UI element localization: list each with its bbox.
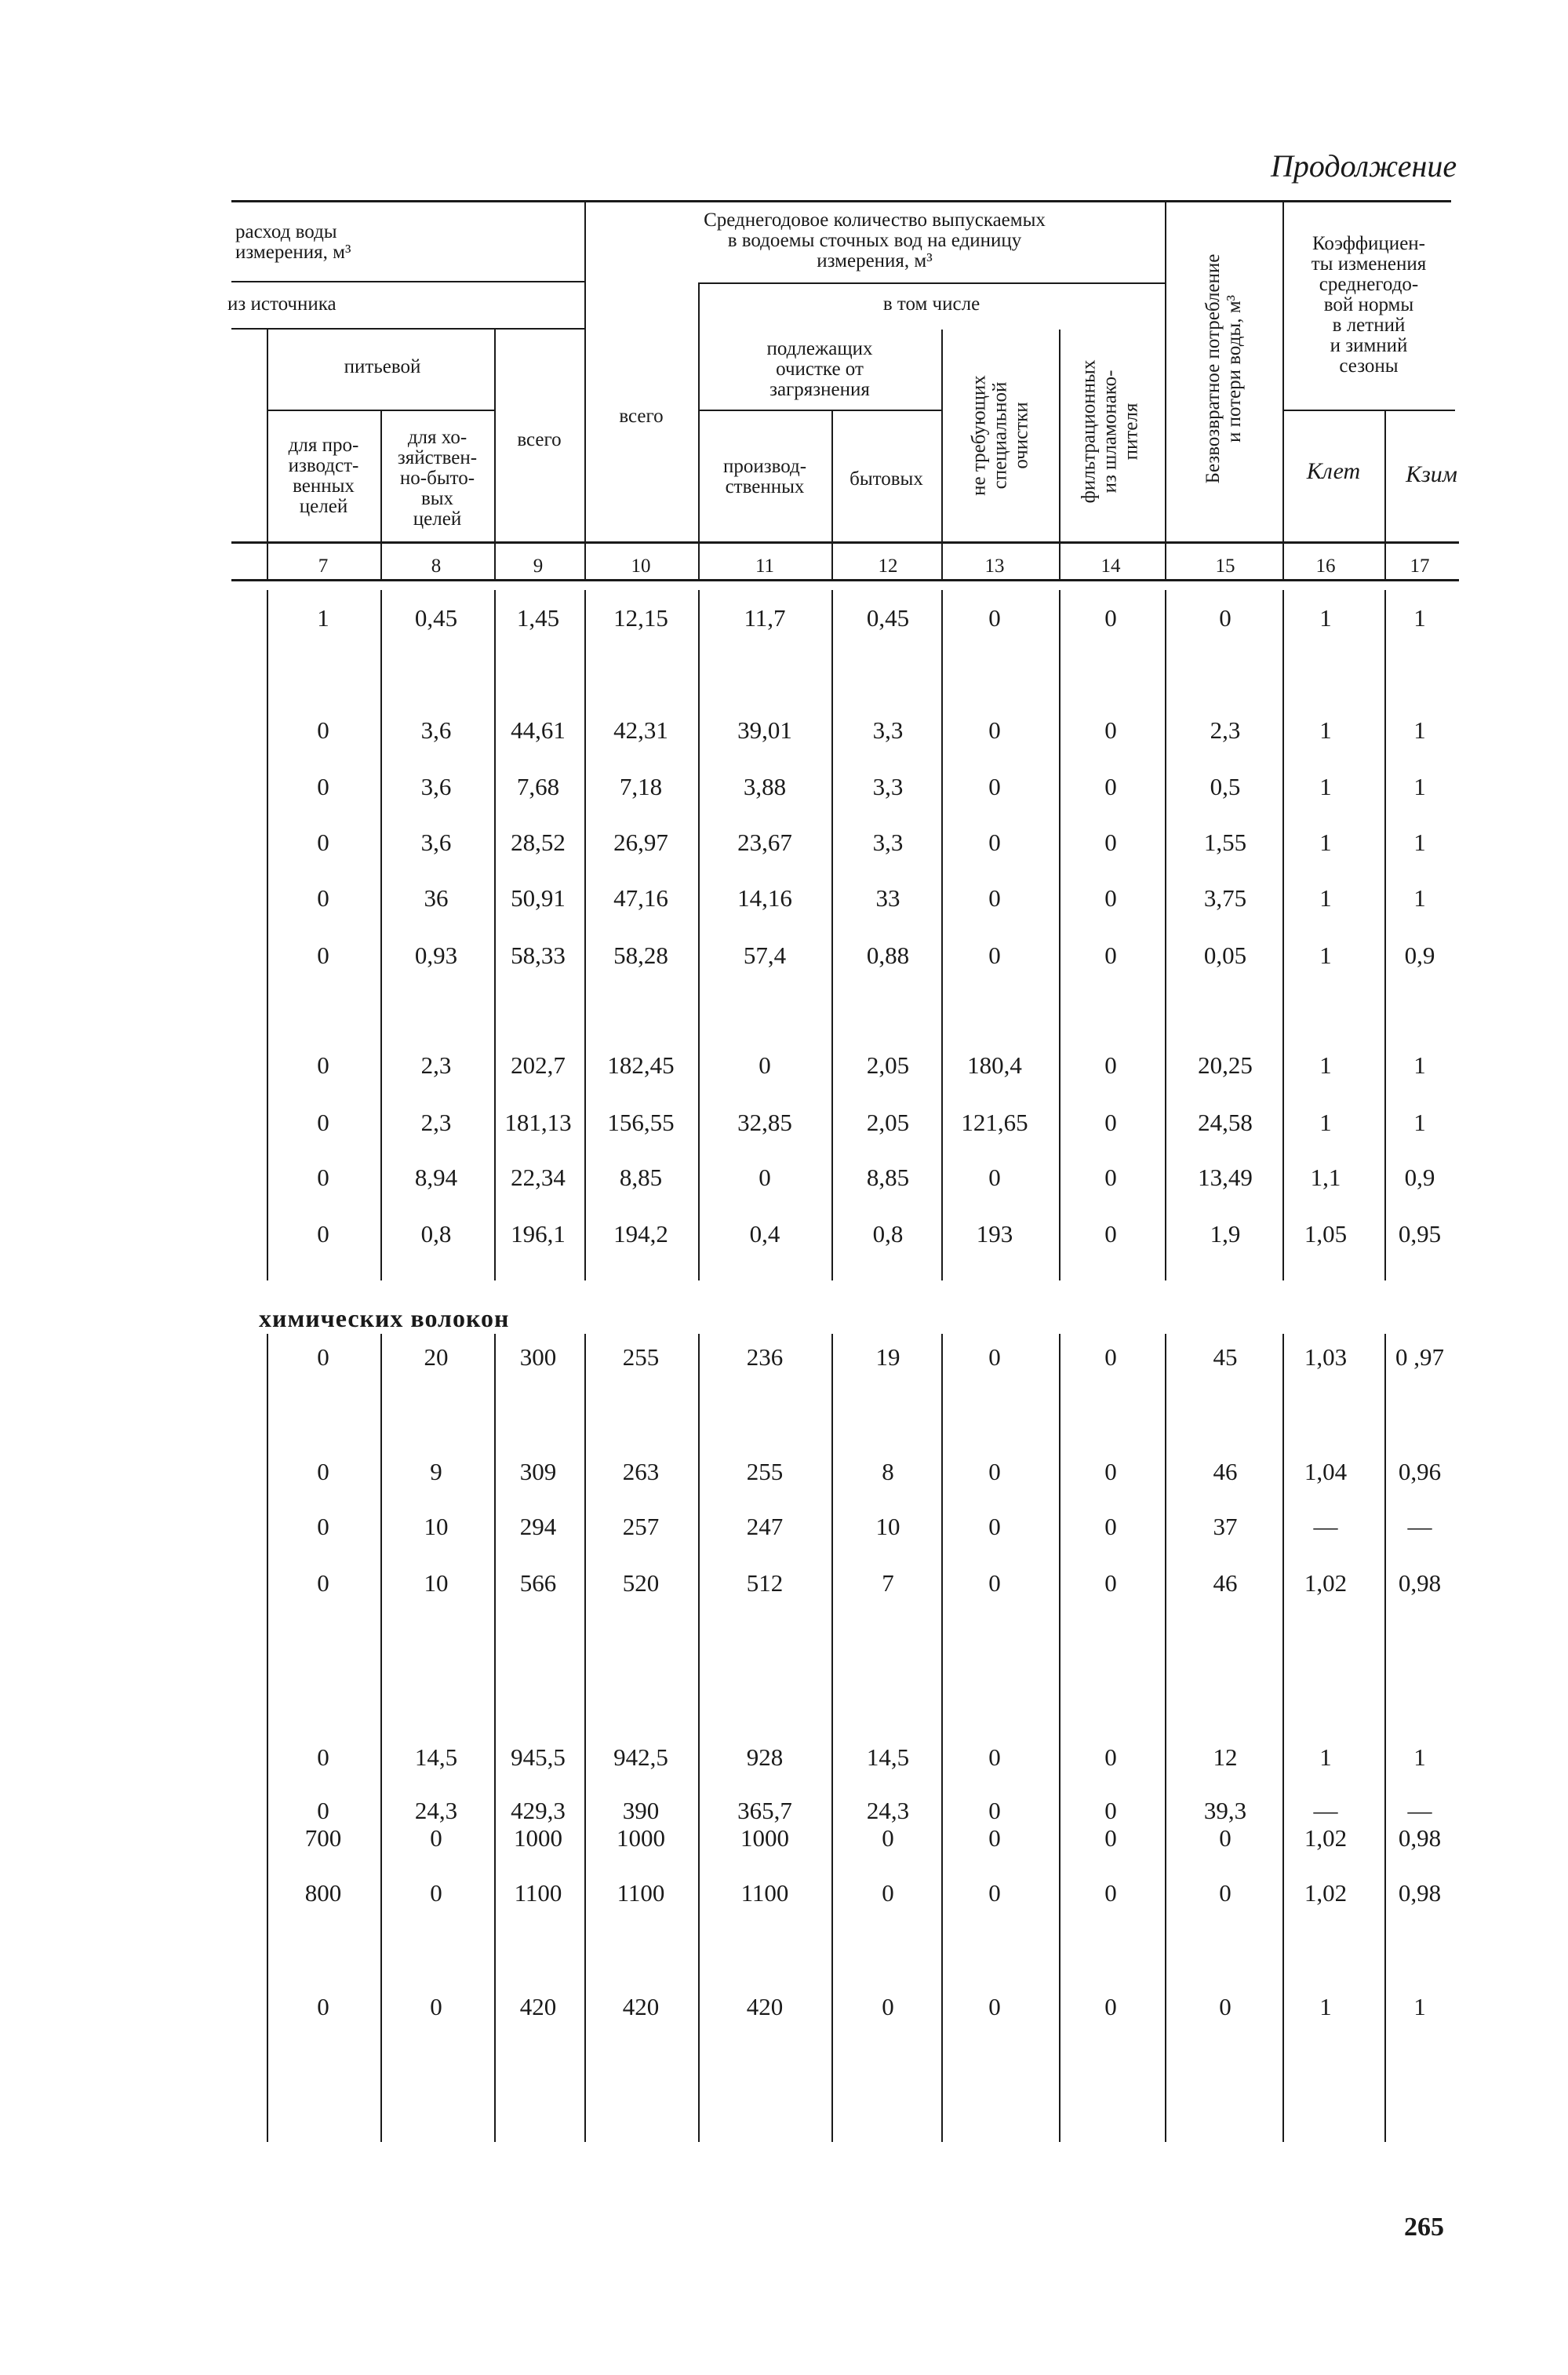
table-cell: 0,45 xyxy=(866,604,910,632)
table-cell: 1000 xyxy=(617,1824,665,1852)
vertical-rule xyxy=(1282,1334,1284,2142)
table-cell: 0,5 xyxy=(1210,773,1241,800)
vertical-rule xyxy=(494,590,496,1280)
table-cell: 58,28 xyxy=(613,942,668,969)
table-cell: 512 xyxy=(746,1569,784,1597)
table-cell: 1 xyxy=(1413,1051,1426,1079)
table-cell: 1,1 xyxy=(1310,1164,1341,1191)
vertical-rule xyxy=(941,330,943,579)
table-cell: 45 xyxy=(1213,1343,1238,1371)
table-cell: 0 xyxy=(988,1513,1001,1540)
table-cell: 0 xyxy=(882,1993,894,2020)
table-cell: 1 xyxy=(1413,884,1426,912)
table-cell: 12,15 xyxy=(613,604,668,632)
table-cell: 0 xyxy=(1104,1513,1117,1540)
vertical-rule xyxy=(698,590,700,1280)
table-cell: 0 xyxy=(1104,716,1117,744)
header-no-cleaning: не требующих специальной очистки xyxy=(968,375,1032,496)
table-cell: 420 xyxy=(746,1993,784,2020)
vertical-rule xyxy=(1282,200,1284,579)
table-cell: 0 xyxy=(317,1569,329,1597)
column-number: 16 xyxy=(1315,556,1336,577)
header-including: в том числе xyxy=(882,293,980,315)
table-cell: 0 xyxy=(988,716,1001,744)
table-cell: 1 xyxy=(1413,716,1426,744)
table-cell: — xyxy=(1407,1513,1432,1540)
header-from-source: из источника xyxy=(227,293,337,315)
table-cell: 1,45 xyxy=(516,604,560,632)
table-cell: 0 xyxy=(1104,1797,1117,1824)
table-cell: 193 xyxy=(976,1220,1013,1248)
table-cell: 8 xyxy=(882,1458,894,1485)
table-cell: 0 xyxy=(1104,1164,1117,1191)
horizontal-rule xyxy=(231,579,1459,581)
table-cell: 0 xyxy=(988,1569,1001,1597)
table-cell: 1 xyxy=(1319,716,1332,744)
table-cell: 942,5 xyxy=(613,1743,668,1771)
table-cell: 0 xyxy=(317,829,329,856)
table-cell: 1 xyxy=(1413,1743,1426,1771)
vertical-rule xyxy=(1059,590,1060,1280)
header-water-use: расход воды измерения, м³ xyxy=(235,221,351,263)
table-cell: 1 xyxy=(1413,1109,1426,1136)
table-cell: 1 xyxy=(1319,773,1332,800)
table-cell: 2,05 xyxy=(866,1051,910,1079)
column-number: 11 xyxy=(755,556,775,577)
table-cell: 0 xyxy=(1104,1743,1117,1771)
table-cell: 37 xyxy=(1213,1513,1238,1540)
table-cell: 1 xyxy=(1319,1993,1332,2020)
table-cell: 8,94 xyxy=(414,1164,458,1191)
table-cell: 2,05 xyxy=(866,1109,910,1136)
table-cell: 800 xyxy=(304,1879,342,1907)
table-cell: 0 xyxy=(317,884,329,912)
table-cell: 0 xyxy=(1104,1824,1117,1852)
table-cell: 1 xyxy=(1319,1051,1332,1079)
vertical-rule xyxy=(1165,200,1166,579)
table-cell: 928 xyxy=(746,1743,784,1771)
table-cell: 46 xyxy=(1213,1569,1238,1597)
table-cell: 1,02 xyxy=(1304,1879,1348,1907)
table-cell: 24,58 xyxy=(1198,1109,1253,1136)
table-cell: 22,34 xyxy=(511,1164,566,1191)
horizontal-rule xyxy=(698,282,1165,284)
table-cell: 0 xyxy=(317,1051,329,1079)
column-number: 10 xyxy=(631,556,651,577)
vertical-rule xyxy=(380,1334,382,2142)
table-cell: 57,4 xyxy=(743,942,787,969)
table-cell: 0 xyxy=(317,716,329,744)
vertical-rule xyxy=(698,282,700,579)
vertical-rule xyxy=(1165,1334,1166,2142)
table-cell: 20 xyxy=(424,1343,449,1371)
table-cell: 0 xyxy=(988,1879,1001,1907)
table-cell: 11,7 xyxy=(744,604,786,632)
vertical-rule xyxy=(1059,1334,1060,2142)
horizontal-rule xyxy=(231,541,1459,544)
table-cell: 156,55 xyxy=(607,1109,675,1136)
column-number: 9 xyxy=(533,556,544,577)
table-cell: 24,3 xyxy=(414,1797,458,1824)
table-cell: 0,9 xyxy=(1404,1164,1435,1191)
table-cell: 2,3 xyxy=(420,1109,452,1136)
table-cell: 257 xyxy=(622,1513,660,1540)
table-cell: 0 xyxy=(430,1879,442,1907)
horizontal-rule xyxy=(1282,410,1455,411)
table-cell: 0 xyxy=(1104,942,1117,969)
table-cell: 0 xyxy=(1104,773,1117,800)
table-cell: 1 xyxy=(1413,604,1426,632)
table-cell: 236 xyxy=(746,1343,784,1371)
column-number: 14 xyxy=(1101,556,1121,577)
table-cell: 1 xyxy=(1319,884,1332,912)
table-cell: 0,88 xyxy=(866,942,910,969)
table-cell: 3,88 xyxy=(743,773,787,800)
table-cell: 0 xyxy=(882,1824,894,1852)
vertical-rule xyxy=(584,200,586,579)
table-cell: 1,02 xyxy=(1304,1569,1348,1597)
vertical-rule xyxy=(1384,590,1386,1280)
table-cell: 365,7 xyxy=(737,1797,792,1824)
table-cell: 0 xyxy=(1104,604,1117,632)
table-cell: 0 xyxy=(317,1993,329,2020)
vertical-rule xyxy=(267,328,268,579)
table-cell: 0 xyxy=(317,1458,329,1485)
table-cell: 0,93 xyxy=(414,942,458,969)
table-cell: 14,5 xyxy=(414,1743,458,1771)
table-cell: 0 xyxy=(988,773,1001,800)
table-cell: 0,95 xyxy=(1398,1220,1442,1248)
table-cell: 247 xyxy=(746,1513,784,1540)
header-subject-cleaning: подлежащих очистке от загрязнения xyxy=(766,338,873,400)
table-cell: 0 xyxy=(1104,884,1117,912)
header-filtration: фильтрационных из шламонако- пителя xyxy=(1078,359,1142,504)
table-cell: 1,02 xyxy=(1304,1824,1348,1852)
table-cell: 121,65 xyxy=(961,1109,1028,1136)
vertical-rule xyxy=(831,590,833,1280)
page-title: Продолжение xyxy=(1271,148,1457,184)
vertical-rule xyxy=(1282,590,1284,1280)
table-cell: 58,33 xyxy=(511,942,566,969)
header-discharge: Среднегодовое количество выпускаемых в водоемы сточных вод на единицу измерения, м³ xyxy=(704,209,1046,271)
table-cell: 0 xyxy=(1104,1993,1117,2020)
table-cell: 1100 xyxy=(740,1879,789,1907)
table-cell: 3,3 xyxy=(872,773,904,800)
table-cell: 0 xyxy=(988,884,1001,912)
table-cell: 0 xyxy=(882,1879,894,1907)
table-cell: 0 xyxy=(317,1743,329,1771)
table-cell: 1100 xyxy=(617,1879,665,1907)
table-cell: — xyxy=(1313,1513,1338,1540)
table-cell: 0 xyxy=(988,1743,1001,1771)
table-cell: 1 xyxy=(1319,829,1332,856)
column-number: 17 xyxy=(1410,556,1430,577)
table-cell: 24,3 xyxy=(866,1797,910,1824)
table-cell: 420 xyxy=(622,1993,660,2020)
table-cell: 10 xyxy=(875,1513,900,1540)
table-cell: 1 xyxy=(1413,829,1426,856)
table-cell: 1 xyxy=(1319,1109,1332,1136)
table-cell: 520 xyxy=(622,1569,660,1597)
table-cell: 0 xyxy=(988,1458,1001,1485)
column-number: 7 xyxy=(318,556,329,577)
table-cell: 0 xyxy=(317,1109,329,1136)
table-cell: 14,5 xyxy=(866,1743,910,1771)
vertical-rule xyxy=(698,1334,700,2142)
table-cell: 0 xyxy=(430,1993,442,2020)
section-label: химических волокон xyxy=(259,1304,510,1332)
table-cell: 0 xyxy=(1104,1220,1117,1248)
table-cell: 0,45 xyxy=(414,604,458,632)
vertical-rule xyxy=(494,1334,496,2142)
table-cell: 1,05 xyxy=(1304,1220,1348,1248)
table-cell: 0 xyxy=(1104,1051,1117,1079)
table-cell: 429,3 xyxy=(511,1797,566,1824)
vertical-rule xyxy=(1059,330,1060,579)
vertical-rule xyxy=(1384,1334,1386,2142)
vertical-rule xyxy=(1384,410,1386,579)
header-k-winter: Kзим xyxy=(1406,461,1457,487)
table-cell: 0 xyxy=(317,773,329,800)
table-cell: 0 xyxy=(988,1824,1001,1852)
table-cell: 0,98 xyxy=(1398,1569,1442,1597)
table-cell: 1,03 xyxy=(1304,1343,1348,1371)
table-cell: 0 xyxy=(988,829,1001,856)
table-cell: 1 xyxy=(317,604,329,632)
table-cell: 300 xyxy=(519,1343,557,1371)
table-cell: 1 xyxy=(1413,1993,1426,2020)
horizontal-rule xyxy=(231,281,584,282)
vertical-rule xyxy=(831,1334,833,2142)
vertical-rule xyxy=(380,590,382,1280)
table-cell: 0,9 xyxy=(1404,942,1435,969)
header-domestic: бытовых xyxy=(849,468,923,490)
table-cell: 2,3 xyxy=(420,1051,452,1079)
table-cell: 0 xyxy=(1219,1879,1231,1907)
column-number: 8 xyxy=(431,556,442,577)
horizontal-rule xyxy=(231,328,584,330)
table-cell: 0 xyxy=(317,1164,329,1191)
table-cell: 3,6 xyxy=(420,829,452,856)
table-cell: 0 xyxy=(317,1513,329,1540)
table-cell: 20,25 xyxy=(1198,1051,1253,1079)
table-cell: 3,75 xyxy=(1203,884,1247,912)
table-cell: 0 xyxy=(1104,1109,1117,1136)
table-cell: 196,1 xyxy=(511,1220,566,1248)
table-cell: 1,9 xyxy=(1210,1220,1241,1248)
horizontal-rule xyxy=(231,200,1451,202)
vertical-rule xyxy=(584,1334,586,2142)
vertical-rule xyxy=(267,590,268,1280)
table-cell: 0,8 xyxy=(872,1220,904,1248)
vertical-rule xyxy=(380,410,382,579)
table-cell: 0 xyxy=(430,1824,442,1852)
table-cell: 13,49 xyxy=(1198,1164,1253,1191)
table-cell: 0 xyxy=(1219,1824,1231,1852)
table-cell: 0 xyxy=(988,1797,1001,1824)
table-cell: 0 xyxy=(759,1051,771,1079)
table-cell: 0,4 xyxy=(749,1220,780,1248)
table-cell: 294 xyxy=(519,1513,557,1540)
table-cell: 3,3 xyxy=(872,716,904,744)
table-cell: 7,68 xyxy=(516,773,560,800)
table-cell: 566 xyxy=(519,1569,557,1597)
header-industrial: производ- ственных xyxy=(722,456,807,497)
table-cell: 0 xyxy=(988,1164,1001,1191)
table-cell: 390 xyxy=(622,1797,660,1824)
header-household-purposes: для хо- зяйствен- но-быто- вых целей xyxy=(397,427,478,530)
table-cell: 309 xyxy=(519,1458,557,1485)
table-cell: 0 xyxy=(1104,1569,1117,1597)
table-cell: — xyxy=(1407,1797,1432,1824)
table-cell: 0 ,97 xyxy=(1395,1343,1444,1371)
table-cell: 39,3 xyxy=(1203,1797,1247,1824)
table-cell: 3,6 xyxy=(420,773,452,800)
table-cell: 28,52 xyxy=(511,829,566,856)
vertical-rule xyxy=(584,590,586,1280)
table-cell: 0,05 xyxy=(1203,942,1247,969)
table-cell: 0 xyxy=(1219,604,1231,632)
table-cell: 0 xyxy=(317,1343,329,1371)
header-total-9: всего xyxy=(517,429,562,450)
table-cell: 8,85 xyxy=(866,1164,910,1191)
column-number: 15 xyxy=(1215,556,1235,577)
table-cell: 50,91 xyxy=(511,884,566,912)
table-cell: 0 xyxy=(317,1797,329,1824)
vertical-rule xyxy=(941,590,943,1280)
table-cell: 0,96 xyxy=(1398,1458,1442,1485)
table-cell: 0 xyxy=(1219,1993,1231,2020)
table-cell: 2,3 xyxy=(1210,716,1241,744)
table-cell: 33 xyxy=(875,884,900,912)
table-cell: 0 xyxy=(1104,829,1117,856)
table-cell: 1 xyxy=(1319,604,1332,632)
table-cell: 46 xyxy=(1213,1458,1238,1485)
table-cell: 8,85 xyxy=(619,1164,663,1191)
table-cell: 14,16 xyxy=(737,884,792,912)
table-cell: 26,97 xyxy=(613,829,668,856)
header-irrecoverable: Безвозвратное потребление и потери воды, м³ xyxy=(1202,253,1245,484)
table-cell: 181,13 xyxy=(504,1109,572,1136)
table-cell: 47,16 xyxy=(613,884,668,912)
table-cell: 420 xyxy=(519,1993,557,2020)
column-number: 12 xyxy=(878,556,898,577)
table-cell: 0 xyxy=(988,1993,1001,2020)
table-cell: 255 xyxy=(622,1343,660,1371)
horizontal-rule xyxy=(698,410,941,411)
table-cell: 32,85 xyxy=(737,1109,792,1136)
table-cell: 945,5 xyxy=(511,1743,566,1771)
table-cell: 12 xyxy=(1213,1743,1238,1771)
page-number: 265 xyxy=(1404,2213,1444,2242)
table-cell: 700 xyxy=(304,1824,342,1852)
table-cell: 194,2 xyxy=(613,1220,668,1248)
header-total-10: всего xyxy=(619,406,664,427)
vertical-rule xyxy=(267,1334,268,2142)
table-cell: 182,45 xyxy=(607,1051,675,1079)
table-cell: 39,01 xyxy=(737,716,792,744)
table-cell: 9 xyxy=(430,1458,442,1485)
table-cell: — xyxy=(1313,1797,1338,1824)
table-cell: 0,98 xyxy=(1398,1879,1442,1907)
column-number: 13 xyxy=(984,556,1005,577)
header-coefficients: Коэффициен- ты изменения среднегодо- вой нормы в летний и зимний сезоны xyxy=(1311,233,1427,377)
table-cell: 7,18 xyxy=(619,773,663,800)
vertical-rule xyxy=(941,1334,943,2142)
vertical-rule xyxy=(494,328,496,579)
table-cell: 202,7 xyxy=(511,1051,566,1079)
table-cell: 0 xyxy=(1104,1343,1117,1371)
table-cell: 10 xyxy=(424,1513,449,1540)
table-cell: 0 xyxy=(317,942,329,969)
table-cell: 23,67 xyxy=(737,829,792,856)
table-cell: 3,6 xyxy=(420,716,452,744)
table-cell: 7 xyxy=(882,1569,894,1597)
header-drinking: питьевой xyxy=(344,356,421,377)
table-cell: 0 xyxy=(759,1164,771,1191)
table-cell: 1100 xyxy=(514,1879,562,1907)
vertical-rule xyxy=(831,410,833,579)
table-cell: 44,61 xyxy=(511,716,566,744)
table-cell: 1 xyxy=(1319,1743,1332,1771)
header-k-summer: Kлет xyxy=(1306,458,1361,484)
table-cell: 1000 xyxy=(514,1824,562,1852)
table-cell: 0 xyxy=(988,1343,1001,1371)
table-cell: 1,55 xyxy=(1203,829,1247,856)
table-cell: 3,3 xyxy=(872,829,904,856)
table-cell: 0 xyxy=(1104,1879,1117,1907)
table-cell: 0,8 xyxy=(420,1220,452,1248)
table-cell: 1 xyxy=(1319,942,1332,969)
table-cell: 0,98 xyxy=(1398,1824,1442,1852)
table-cell: 0 xyxy=(988,942,1001,969)
table-cell: 180,4 xyxy=(967,1051,1022,1079)
table-cell: 42,31 xyxy=(613,716,668,744)
table-cell: 1 xyxy=(1413,773,1426,800)
table-cell: 1000 xyxy=(740,1824,789,1852)
table-cell: 263 xyxy=(622,1458,660,1485)
vertical-rule xyxy=(1165,590,1166,1280)
header-prod-purposes: для про- изводст- венных целей xyxy=(288,435,359,517)
table-cell: 0 xyxy=(988,604,1001,632)
table-cell: 1,04 xyxy=(1304,1458,1348,1485)
table-cell: 255 xyxy=(746,1458,784,1485)
table-cell: 0 xyxy=(1104,1458,1117,1485)
table-cell: 0 xyxy=(317,1220,329,1248)
table-cell: 10 xyxy=(424,1569,449,1597)
table-cell: 36 xyxy=(424,884,449,912)
table-cell: 19 xyxy=(875,1343,900,1371)
